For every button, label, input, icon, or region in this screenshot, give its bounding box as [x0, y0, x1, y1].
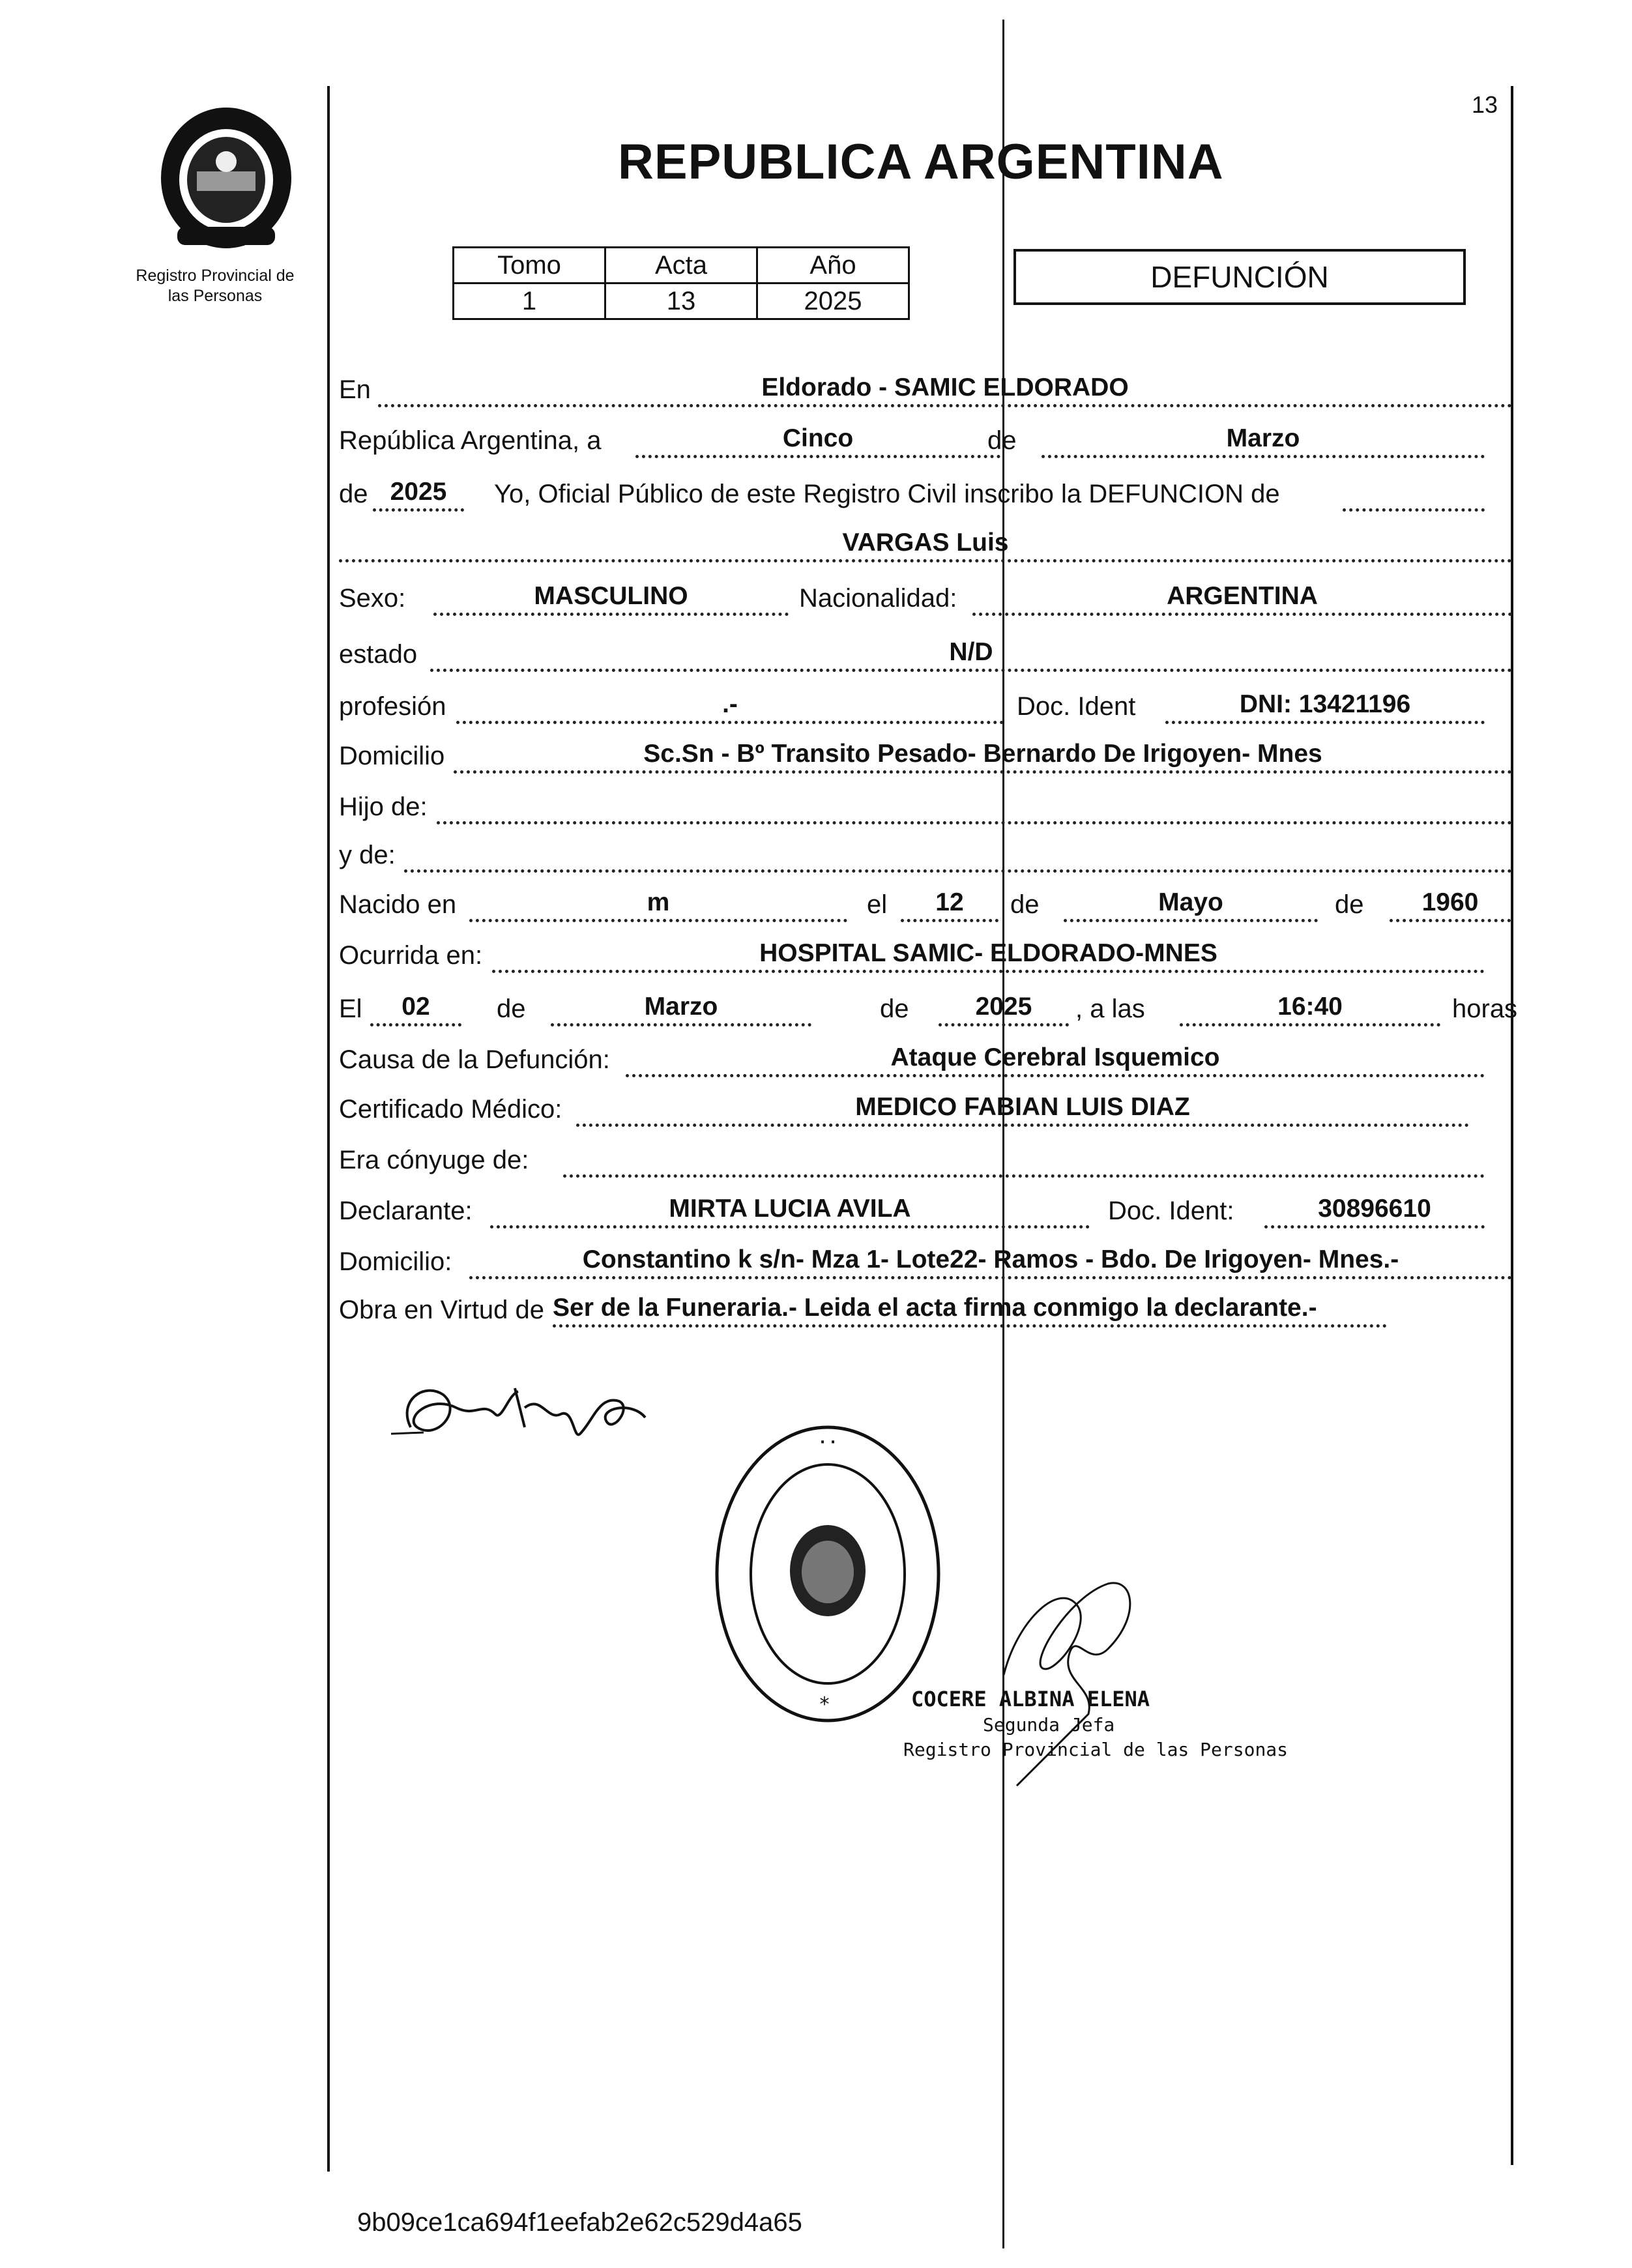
declarant-signature-icon: [385, 1356, 658, 1460]
row-certificado: [339, 1091, 1512, 1130]
field-nacionalidad: ARGENTINA: [972, 580, 1512, 616]
label-republica: República Argentina, a: [339, 426, 602, 455]
field-nac-mes: Mayo: [1064, 886, 1318, 922]
document-hash: 9b09ce1ca694f1eefab2e62c529d4a65: [357, 2208, 802, 2237]
page-number: 13: [1472, 91, 1498, 118]
field-declarante: MIRTA LUCIA AVILA: [490, 1193, 1090, 1228]
left-margin-line: [327, 86, 330, 2172]
field-mes-texto: Marzo: [1042, 422, 1485, 458]
svg-text:· ·: · ·: [819, 1434, 836, 1451]
label-de-4: de: [1335, 890, 1364, 919]
field-obra: Ser de la Funeraria.- Leida el acta firma conmigo la declarante.-: [553, 1292, 1387, 1328]
field-certificado: MEDICO FABIAN LUIS DIAZ: [576, 1091, 1469, 1127]
acta-table-header: Tomo: [454, 248, 605, 284]
label-nacionalidad: Nacionalidad:: [799, 584, 957, 613]
official-name: COCERE ALBINA ELENA: [911, 1687, 1150, 1711]
field-nac-anio: 1960: [1390, 886, 1511, 922]
acta-table-cell: 13: [605, 284, 757, 319]
field-anio: 2025: [373, 476, 464, 512]
label-de-2: de: [339, 480, 368, 508]
label-profesion: profesión: [339, 692, 446, 721]
organization-line-1: Registro Provincial de: [136, 267, 295, 285]
acta-table: [452, 246, 910, 320]
field-declarante-domicilio: Constantino k s/n- Mza 1- Lote22- Ramos - Bdo. De Irigoyen- Mnes.-: [469, 1243, 1512, 1279]
organization-label: [117, 266, 313, 306]
row-domicilio-declarante: [339, 1243, 1512, 1283]
label-doc-ident-2: Doc. Ident:: [1108, 1197, 1234, 1225]
row-nombre: [339, 527, 1512, 566]
field-def-mes: Marzo: [551, 991, 811, 1026]
field-sexo: MASCULINO: [433, 580, 789, 616]
field-inscripcion-blank: [1343, 476, 1485, 512]
row-y-de: [339, 837, 1512, 876]
row-fecha: [339, 422, 1512, 461]
label-conyuge: Era cónyuge de:: [339, 1146, 529, 1174]
label-declarante: Declarante:: [339, 1197, 473, 1225]
label-el-2: El: [339, 995, 362, 1023]
row-ocurrida: [339, 937, 1512, 976]
label-yo-oficial: Yo, Oficial Público de este Registro Civil inscribo la DEFUNCION de: [494, 480, 1280, 508]
label-a-las: , a las: [1075, 995, 1145, 1023]
province-seal-icon: [151, 103, 301, 253]
field-nombre: VARGAS Luis: [339, 527, 1512, 562]
acta-table-cell: 2025: [757, 284, 909, 319]
row-lugar: [339, 371, 1512, 411]
label-nacido-en: Nacido en: [339, 890, 457, 919]
row-declarante: [339, 1193, 1512, 1232]
field-nac-dia: 12: [901, 886, 998, 922]
center-fold-line: [1002, 20, 1004, 2248]
field-domicilio: Sc.Sn - Bº Transito Pesado- Bernardo De Irigoyen- Mnes: [454, 738, 1512, 774]
label-de-6: de: [880, 995, 909, 1023]
label-ocurrida-en: Ocurrida en:: [339, 941, 483, 970]
registry-stamp-icon: [710, 1421, 945, 1727]
svg-text:*: *: [819, 1693, 830, 1716]
field-hijo-de: [437, 789, 1512, 824]
acta-table-header: Año: [757, 248, 909, 284]
official-org: Registro Provincial de las Personas: [903, 1739, 1289, 1760]
row-inscripcion: [339, 476, 1512, 515]
organization-line-2: las Personas: [168, 287, 263, 305]
field-estado: N/D: [430, 636, 1512, 672]
row-obra: [339, 1292, 1512, 1331]
label-sexo: Sexo:: [339, 584, 406, 613]
field-def-anio: 2025: [939, 991, 1069, 1026]
row-nacimiento: [339, 886, 1512, 925]
acta-table-value-row: [454, 284, 909, 319]
row-domicilio: [339, 738, 1512, 777]
label-domicilio: Domicilio: [339, 742, 445, 770]
row-estado: [339, 636, 1512, 675]
label-de-3: de: [1010, 890, 1040, 919]
field-causa: Ataque Cerebral Isquemico: [626, 1041, 1485, 1077]
field-dia-texto: Cinco: [635, 422, 1000, 458]
field-documento: DNI: 13421196: [1165, 688, 1485, 724]
row-causa: [339, 1041, 1512, 1081]
row-fecha-defuncion: [339, 991, 1518, 1030]
row-sexo: [339, 580, 1512, 619]
field-conyuge: [563, 1142, 1485, 1178]
field-def-dia: 02: [370, 991, 461, 1026]
label-de-1: de: [987, 426, 1017, 455]
label-horas: horas: [1452, 995, 1518, 1023]
label-doc-ident: Doc. Ident: [1017, 692, 1136, 721]
field-ocurrida-en: HOSPITAL SAMIC- ELDORADO-MNES: [492, 937, 1485, 973]
label-y-de: y de:: [339, 841, 396, 869]
field-nacido-en: m: [469, 886, 847, 922]
label-en: En: [339, 375, 371, 404]
field-def-hora: 16:40: [1180, 991, 1440, 1026]
label-causa: Causa de la Defunción:: [339, 1045, 610, 1074]
label-certificado: Certificado Médico:: [339, 1095, 562, 1124]
row-hijo-de: [339, 789, 1512, 828]
label-domicilio-2: Domicilio:: [339, 1247, 452, 1276]
label-el: el: [867, 890, 888, 919]
label-de-5: de: [497, 995, 526, 1023]
row-conyuge: [339, 1142, 1512, 1181]
acta-table-header: Acta: [605, 248, 757, 284]
official-title: Segunda Jefa: [983, 1714, 1115, 1736]
label-estado: estado: [339, 640, 418, 669]
acta-table-header-row: [454, 248, 909, 284]
acta-table-cell: 1: [454, 284, 605, 319]
field-declarante-doc: 30896610: [1264, 1193, 1485, 1228]
field-profesion: .-: [456, 688, 1004, 724]
page-title: REPUBLICA ARGENTINA: [618, 134, 1224, 190]
label-obra: Obra en Virtud de: [339, 1296, 545, 1324]
field-lugar: Eldorado - SAMIC ELDORADO: [378, 371, 1512, 407]
row-profesion: [339, 688, 1512, 727]
label-hijo-de: Hijo de:: [339, 792, 428, 821]
field-y-de: [404, 837, 1512, 873]
record-type-box: DEFUNCIÓN: [1013, 249, 1466, 305]
